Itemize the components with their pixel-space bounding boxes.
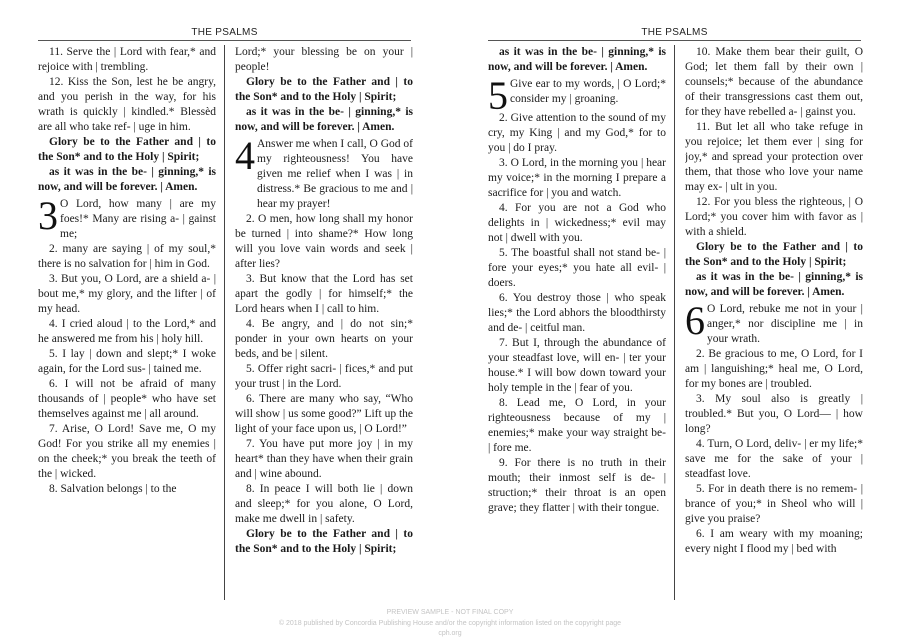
verse: 2. many are saying | of my soul,* there is no salvation for | him in God. (38, 243, 216, 270)
psalm-number: 5 (488, 73, 508, 118)
verse: 4. Turn, O Lord, deliv- | er my life;* save me for the sake of your | steadfast love. (685, 438, 863, 480)
verse: 3. But know that the Lord has set apart the godly | for himself;* the Lord hears when I | call to him. (235, 273, 413, 315)
right-column-1 (488, 45, 666, 600)
verse: 7. You have put more joy | in my heart* than they have when their grain and | wine abound. (235, 438, 413, 480)
verse: 8. In peace I will both lie | down and sleep;* for you alone, O Lord, make me dwell in | safety. (235, 483, 413, 525)
verse: 5. I lay | down and slept;* I woke again, for the Lord sus- | tained me. (38, 348, 216, 375)
verse: 6. You destroy those | who speak lies;* the Lord abhors the bloodthirsty and de- | ceitful man. (488, 292, 666, 334)
gloria-patri-ending: as it was in the be- | ginning,* is now, and will be forever. | Amen. (38, 166, 216, 193)
verse: 10. Make them bear their guilt, O God; let them fall by their own | counsels;* because of the abundance of their transgressions cast them out, for they have rebelled a- | gainst you. (685, 46, 863, 118)
verse: 6. I am weary with my moaning; every night I flood my | bed with (685, 528, 863, 555)
verse: 7. Arise, O Lord! Save me, O my God! For you strike all my enemies | on the cheek;* you break the teeth of the | wicked. (38, 423, 216, 480)
psalm-3-opening (38, 193, 216, 242)
verse: 11. But let all who take refuge in you rejoice; let them ever | sing for joy,* and spread your protection over them, that those who love your name may ex- | ult in you. (685, 121, 863, 193)
gloria-patri: Glory be to the Father and | to the Son* and to the Holy | Spirit; (235, 76, 413, 103)
gloria-patri: Glory be to the Father and | to the Son* and to the Holy | Spirit; (235, 528, 413, 555)
psalm-5-opening (488, 73, 666, 118)
right-header-rule (488, 40, 861, 41)
left-header-rule (38, 40, 411, 41)
right-page (488, 0, 861, 600)
verse: 7. But I, through the abundance of your steadfast love, will en- | ter your house.* I will bow down toward your holy temple in the | fear of you. (488, 337, 666, 394)
verse: 5. Offer right sacri- | fices,* and put your trust | in the Lord. (235, 363, 413, 390)
preview-watermark: PREVIEW SAMPLE - NOT FINAL COPY (386, 609, 514, 616)
verse: 8. Salvation belongs | to the (49, 483, 177, 495)
left-page (38, 0, 411, 600)
psalm-4-opening (235, 133, 413, 212)
column-divider (674, 45, 675, 600)
psalm-first-verse: Answer me when I call, O God of my righteousness! You have given me relief when I was | in distress.* Be gracious to me and | hear my prayer! (257, 138, 413, 210)
psalm-number: 6 (685, 298, 705, 343)
right-running-head: THE PSALMS (641, 27, 708, 38)
psalm-first-verse: O Lord, how many | are my foes!* Many are rising a- | gainst me; (60, 198, 216, 240)
verse: 5. For in death there is no remem- | brance of you;* in Sheol who will | give you praise? (685, 483, 863, 525)
psalm-first-verse: Give ear to my words, | O Lord;* consider my | groaning. (510, 78, 666, 105)
verse: 9. For there is no truth in their mouth; their inmost self is de- | struction;* their throat is an open grave; they flatter | with their tongue. (488, 457, 666, 514)
gloria-patri-ending: as it was in the be- | ginning,* is now, and will be forever. | Amen. (685, 271, 863, 298)
gloria-patri: Glory be to the Father and | to the Son* and to the Holy | Spirit; (38, 136, 216, 163)
verse: 2. Give attention to the sound of my cry, my King | and my God,* for to you | do I pray. (488, 112, 666, 154)
verse: 4. For you are not a God who delights in | wickedness;* evil may not | dwell with you. (488, 202, 666, 244)
right-column-2 (685, 45, 863, 600)
verse: 6. There are many who say, “Who will show | us some good?” Lift up the light of your face upon us, | O Lord!” (235, 393, 413, 435)
gloria-patri: Glory be to the Father and | to the Son* and to the Holy | Spirit; (685, 241, 863, 268)
psalm-6-opening (685, 298, 863, 347)
verse: 3. My soul also is greatly | troubled.* But you, O Lord— | how long? (685, 393, 863, 435)
copyright-notice: © 2018 published by Concordia Publishing House and/or the copyright information listed on the copyright page (278, 620, 622, 627)
verse: 8. Lead me, O Lord, in your righteousness because of my | enemies;* make your way straight be- | fore me. (488, 397, 666, 454)
left-column-1 (38, 45, 216, 600)
psalm-first-verse: O Lord, rebuke me not in your | anger,* nor discipline me | in your wrath. (707, 303, 863, 345)
verse-continuation: Lord;* your blessing be on your | people! (235, 46, 413, 73)
verse: 3. But you, O Lord, are a shield a- | bout me,* my glory, and the lifter | of my head. (38, 273, 216, 315)
verse: 5. The boastful shall not stand be- | fore your eyes;* you hate all evil- | doers. (488, 247, 666, 289)
verse: 4. I cried aloud | to the Lord,* and he answered me from his | holy hill. (38, 318, 216, 345)
left-running-head: THE PSALMS (191, 27, 258, 38)
psalm-number: 3 (38, 193, 58, 238)
verse: 2. O men, how long shall my honor be turned | into shame?* How long will you love vain words and seek | after lies? (235, 213, 413, 270)
verse: 4. Be angry, and | do not sin;* ponder in your own hearts on your beds, and be | silent. (235, 318, 413, 360)
verse: 12. For you bless the righteous, | O Lord;* you cover him with favor as | with a shield. (685, 196, 863, 238)
gloria-patri-ending: as it was in the be- | ginning,* is now, and will be forever. | Amen. (488, 46, 666, 73)
verse: 12. Kiss the Son, lest he be angry, and you perish in the way, for his wrath is quickly | kindled.* Blessèd are all who take ref- | uge in him. (38, 76, 216, 133)
gloria-patri-ending: as it was in the be- | ginning,* is now, and will be forever. | Amen. (235, 106, 413, 133)
column-divider (224, 45, 225, 600)
verse: 3. O Lord, in the morning you | hear my voice;* in the morning I prepare a sacrifice for | you and watch. (488, 157, 666, 199)
psalm-number: 4 (235, 133, 255, 178)
left-column-2 (235, 45, 413, 600)
right-columns (488, 45, 861, 600)
verse: 2. Be gracious to me, O Lord, for I am | languishing;* heal me, O Lord, for my bones are | troubled. (685, 348, 863, 390)
publisher-url: cph.org (438, 630, 462, 637)
verse: 11. Serve the | Lord with fear,* and rejoice with | trembling. (38, 46, 216, 73)
left-columns (38, 45, 411, 600)
verse: 6. I will not be afraid of many thousands of | people* who have set themselves against me | all around. (38, 378, 216, 420)
